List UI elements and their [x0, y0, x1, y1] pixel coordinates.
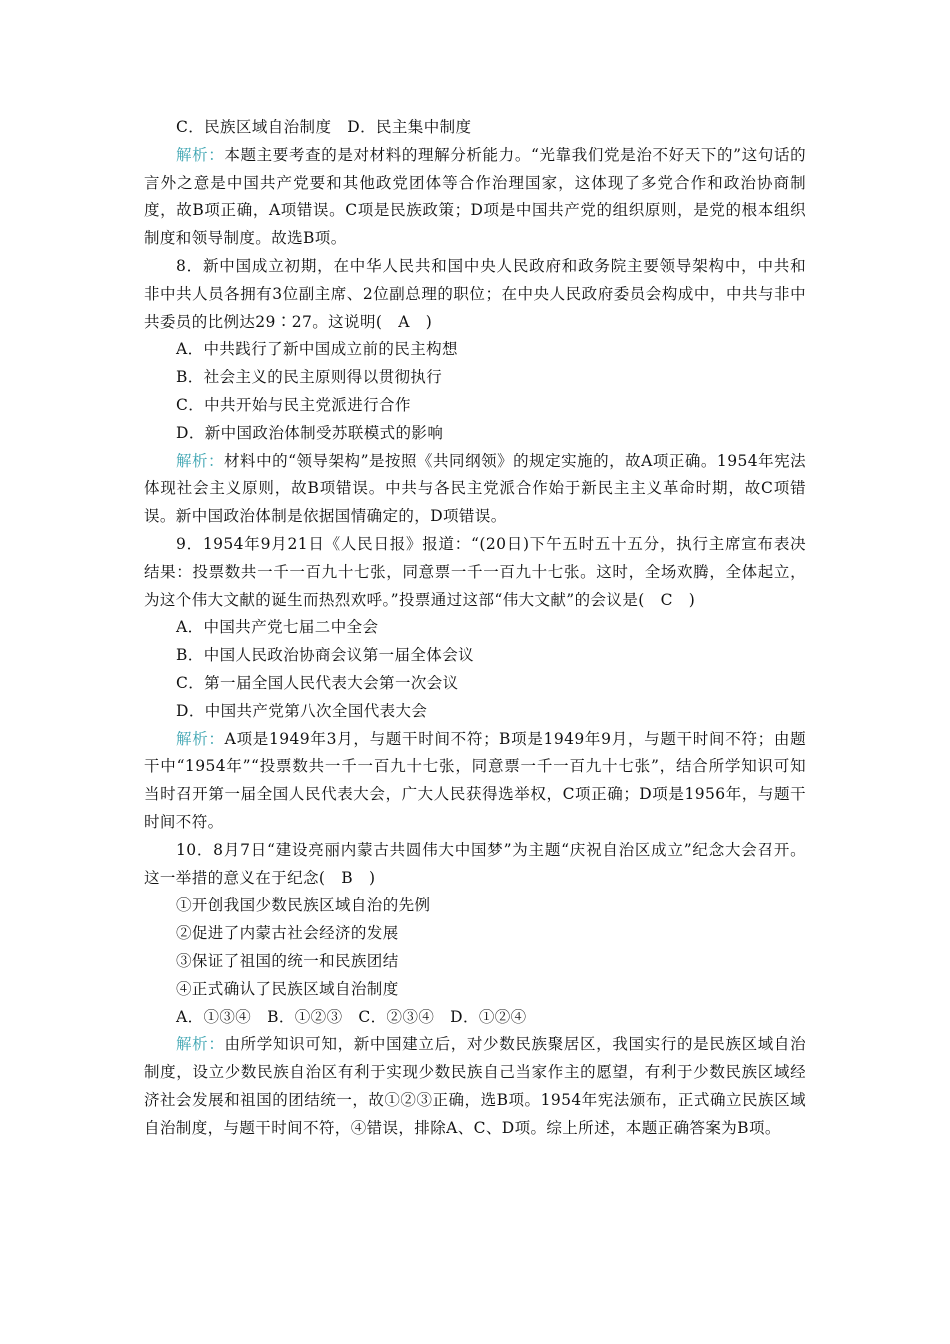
q10-options-line: A．①③④ B．①②③ C．②③④ D．①②④	[176, 1007, 527, 1026]
analysis-label: 解析：	[176, 729, 225, 748]
q10-item-1: ①开创我国少数民族区域自治的先例	[176, 896, 431, 915]
q7-analysis	[144, 142, 806, 253]
q10-item-2: ②促进了内蒙古社会经济的发展	[176, 924, 399, 943]
q7-analysis-text: 本题主要考查的是对材料的理解分析能力。“光靠我们党是治不好天下的”这句话的言外之意是中国共产党要和其他政党团体等合作治理国家，这体现了多党合作和政治协商制度，故B项正确，A项错误。C项是民族政策；D项是中国共产党的组织原则，是党的根本组织制度和领导制度。故选B项。	[144, 145, 806, 248]
q10-item-4: ④正式确认了民族区域自治制度	[176, 979, 399, 998]
q9-option-d: D．中国共产党第八次全国代表大会	[176, 701, 428, 720]
document-page	[144, 114, 806, 1142]
q8-option-c: C．中共开始与民主党派进行合作	[176, 395, 411, 414]
q8-option-b: B．社会主义的民主原则得以贯彻执行	[176, 368, 443, 387]
q10-stem: 10．8月7日“建设亮丽内蒙古共圆伟大中国梦”为主题“庆祝自治区成立”纪念大会召开。这一举措的意义在于纪念( B )	[144, 840, 806, 887]
q10-item-3: ③保证了祖国的统一和民族团结	[176, 951, 399, 970]
q9-analysis-text: A项是1949年3月，与题干时间不符；B项是1949年9月，与题干时间不符；由题干中“1954年”“投票数共一千一百九十七张，同意票一千一百九十七张”，结合所学知识可知当时召开第一届全国人民代表大会，广大人民获得选举权，C项正确；D项是1956年，与题干时间不符。	[144, 729, 807, 831]
q9-stem: 9．1954年9月21日《人民日报》报道：“(20日)下午五时五十五分，执行主席宣布表决结果：投票数共一千一百九十七张，同意票一千一百九十七张。这时，全场欢腾，全体起立，为这个伟大文献的诞生而热烈欢呼。”投票通过这部“伟大文献”的会议是( C )	[144, 534, 806, 609]
q10-analysis-text: 由所学知识可知，新中国建立后，对少数民族聚居区，我国实行的是民族区域自治制度，设立少数民族自治区有利于实现少数民族自己当家作主的愿望，有利于少数民族区域经济社会发展和祖国的团结统一，故①②③正确，选B项。1954年宪法颁布，正式确立民族区域自治制度，与题干时间不符，④错误，排除A、C、D项。综上所述，本题正确答案为B项。	[144, 1035, 806, 1137]
q8-stem: 8．新中国成立初期，在中华人民共和国中央人民政府和政务院主要领导架构中，中共和非中共人员各拥有3位副主席、2位副总理的职位；在中央人民政府委员会构成中，中共与非中共委员的比例达29∶27。这说明( A )	[144, 256, 806, 331]
q10-analysis	[144, 1031, 806, 1142]
q9-option-a: A．中国共产党七届二中全会	[176, 618, 379, 637]
analysis-label: 解析：	[176, 1035, 225, 1054]
analysis-label: 解析：	[176, 145, 225, 164]
q9-option-b: B．中国人民政治协商会议第一届全体会议	[176, 646, 474, 665]
q8-option-d: D．新中国政治体制受苏联模式的影响	[176, 423, 444, 442]
q8-analysis-text: 材料中的“领导架构”是按照《共同纲领》的规定实施的，故A项正确。1954年宪法体现社会主义原则，故B项错误。中共与各民主党派合作始于新民主主义革命时期，故C项错误。新中国政治体制是依据国情确定的，D项错误。	[144, 451, 807, 526]
q8-option-a: A．中共践行了新中国成立前的民主构想	[176, 340, 458, 359]
q9-option-c: C．第一届全国人民代表大会第一次会议	[176, 673, 459, 692]
q9-analysis	[144, 726, 806, 837]
q8-analysis	[144, 448, 806, 531]
analysis-label: 解析：	[176, 451, 225, 470]
q7-options-line: C．民族区域自治制度 D．民主集中制度	[176, 118, 472, 136]
